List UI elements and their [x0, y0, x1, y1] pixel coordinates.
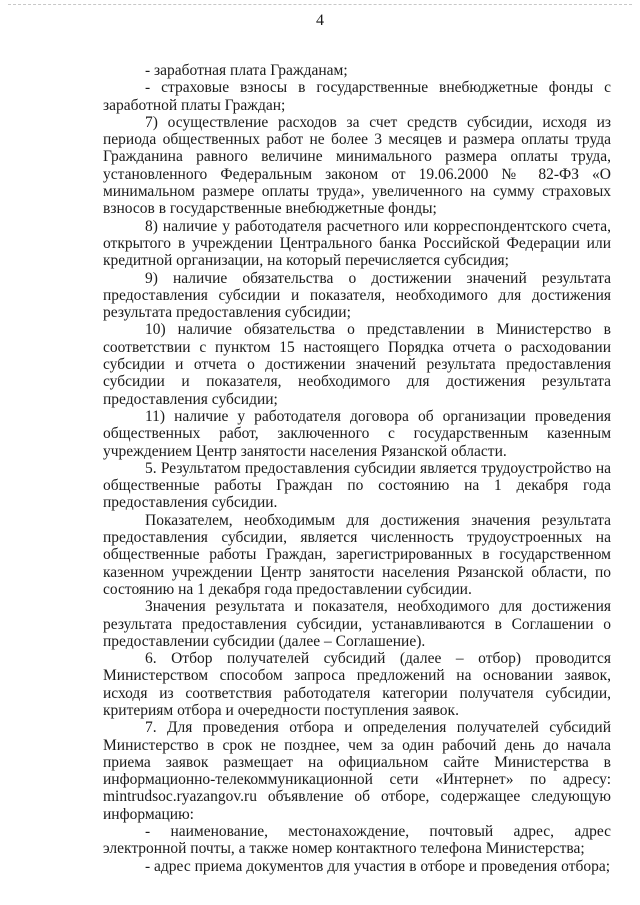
document-body	[103, 62, 611, 875]
page-number: 4	[316, 12, 324, 29]
paragraph-criterion-7: 7) осуществление расходов за счет средств субсидии, исходя из периода общественных работ не более 3 месяцев и размера оплаты труда Гражданина равного величине минимального размера оплаты труда, установленного Федеральным законом от 19.06.2000 № 82-ФЗ «О минимальном размере оплаты труда», увеличенного на сумму страховых взносов в государственные внебюджетные фонды;	[103, 113, 611, 218]
paragraph-section-6: 6. Отбор получателей субсидий (далее – отбор) проводится Министерством способом запроса предложений на основании заявок, исходя из соответствия работодателя категории получателя субсидии, критериям отбора и очередности поступления заявок.	[103, 650, 611, 719]
paragraph-criterion-8: 8) наличие у работодателя расчетного или корреспондентского счета, открытого в учреждении Центрального банка Российской Федерации или кредитной организации, на который перечисляется субсидия;	[103, 217, 611, 270]
paragraph-wage-item: - заработная плата Гражданам;	[145, 62, 348, 79]
paragraph-info-name: - наименование, местонахождение, почтовый адрес, адрес электронной почты, а также номер контактного телефона Министерства;	[103, 823, 611, 858]
paragraph-criterion-11: 11) наличие у работодателя договора об организации проведения общественных работ, заключенного с государственным казенным учреждением Центр занятости населения Рязанской области.	[103, 407, 611, 460]
paragraph-criterion-10: 10) наличие обязательства о представлении в Министерство в соответствии с пунктом 15 настоящего Порядка отчета о расходовании субсидии и отчета о достижении значений результата предоставления субсидии и показателя, необходимого для достижения результата предоставления субсидии;	[103, 321, 611, 408]
paragraph-values: Значения результата и показателя, необходимого для достижения результата предоставления субсидии, устанавливаются в Соглашении о предоставлении субсидии (далее – Соглашение).	[103, 598, 611, 650]
paragraph-section-7: 7. Для проведения отбора и определения получателей субсидий Министерство в срок не позднее, чем за один рабочий день до начала приема заявок размещает на официальном сайте Министерства в информационно-телекоммуникационной сети «Интернет» по адресу: mintrudsoc.ryazangov.ru объявление об отборе, содержащее следующую информацию:	[103, 719, 611, 823]
paragraph-section-5: 5. Результатом предоставления субсидии является трудоустройство на общественные работы Граждан по состоянию на 1 декабря года предоставления субсидии.	[103, 459, 611, 512]
scan-top-edge	[8, 4, 632, 5]
paragraph-indicator: Показателем, необходимым для достижения значения результата предоставления субсидии, является численность трудоустроенных на общественные работы Граждан, зарегистрированных в государственном казенном учреждении Центр занятости населения Рязанской области, по состоянию на 1 декабря года предоставлении субсидии.	[103, 511, 611, 598]
paragraph-info-address: - адрес приема документов для участия в отборе и проведения отбора;	[145, 857, 611, 875]
paragraph-criterion-9: 9) наличие обязательства о достижении значений результата предоставления субсидии и показателя, необходимого для достижения результата предоставления субсидии;	[103, 269, 611, 322]
paragraph-insurance-item: - страховые взносы в государственные внебюджетные фонды с заработной платы Граждан;	[103, 79, 611, 114]
